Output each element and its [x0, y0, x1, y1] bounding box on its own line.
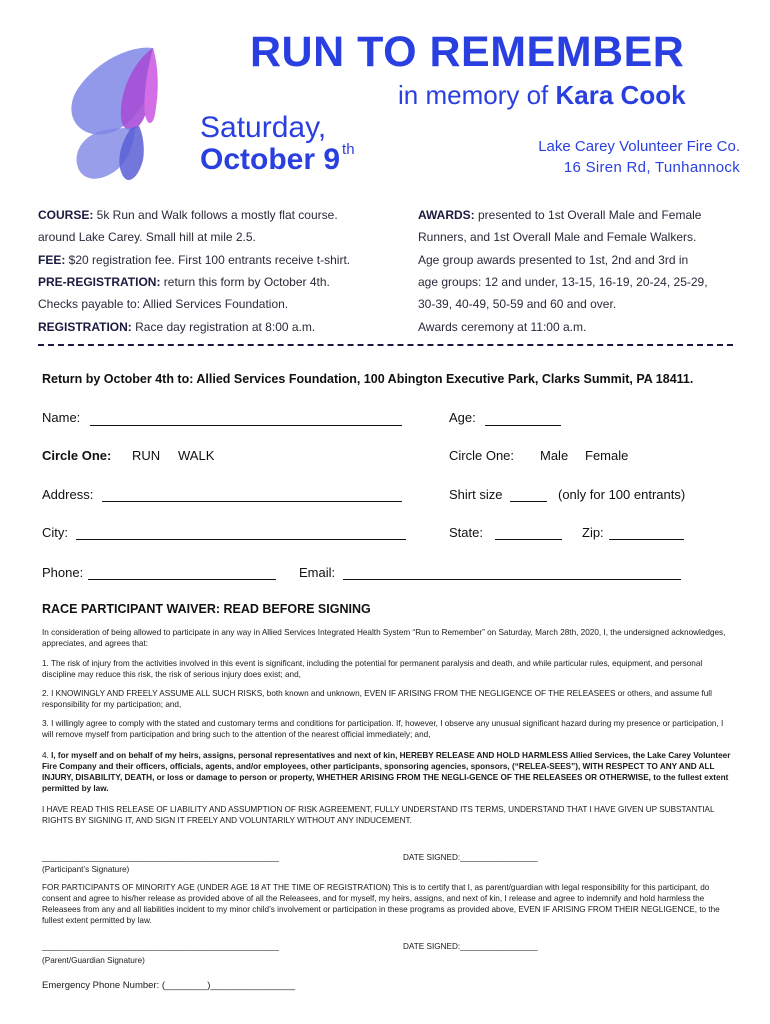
shirt-size-field[interactable]: [510, 501, 547, 502]
memory-prefix: in memory of: [398, 80, 549, 110]
shirt-size-note: (only for 100 entrants): [558, 487, 686, 502]
waiver-clause-2: 2. I KNOWINGLY AND FREELY ASSUME ALL SUCH RISKS, both known and unknown, EVEN IF ARISING FROM THE NEGLIGENCE OF THE RELEASEES or others, and assume full responsibility for my participation; and,: [42, 689, 712, 709]
butterfly-logo: [35, 30, 205, 190]
waiver-title: RACE PARTICIPANT WAIVER: READ BEFORE SIGNING: [42, 602, 371, 616]
phone-label: Phone:: [42, 565, 84, 580]
waiver-clause-1: 1. The risk of injury from the activities involved in this event is significant, including the potential for permanent paralysis and death, and while particular rules, equipment, and personal discipline may reduce this risk, the risk of serious injury does exist; and,: [42, 659, 703, 679]
info-line: [418, 230, 696, 244]
walk-option[interactable]: WALK: [178, 448, 215, 463]
participant-date-signed[interactable]: DATE SIGNED:_________________: [403, 853, 538, 862]
info-text: Race day registration at 8:00 a.m.: [131, 319, 316, 334]
name-label: Name:: [42, 410, 81, 425]
info-label: REGISTRATION:: [38, 319, 132, 334]
phone-field[interactable]: [88, 579, 276, 580]
state-label: State:: [449, 525, 483, 540]
event-date: [200, 112, 353, 175]
gender-circle-label: Circle One:: [449, 448, 515, 463]
memory-name: Kara Cook: [555, 80, 686, 110]
participant-signature-caption: (Participant’s Signature): [42, 865, 130, 874]
info-text: presented to 1st Overall Male and Female: [474, 208, 702, 222]
date-suffix: th: [342, 140, 355, 158]
guardian-signature-caption: (Parent/Guardian Signature): [42, 956, 145, 965]
info-line: [38, 320, 315, 334]
email-field[interactable]: [343, 579, 681, 580]
info-line: [418, 297, 616, 311]
event-title: RUN TO REMEMBER: [250, 28, 685, 76]
guardian-date-signed[interactable]: DATE SIGNED:_________________: [403, 942, 538, 951]
host-block: [538, 136, 740, 178]
guardian-signature-line[interactable]: ____________________________________________________: [42, 942, 279, 951]
host-address: 16 Siren Rd, Tunhannock: [563, 159, 740, 176]
info-line: [418, 320, 586, 334]
waiver-intro: In consideration of being allowed to participate in any way in Allied Services Integrated Health System “Run to Remember” on Saturday, March 28th, 2020, I, the undersigned acknowledges, appreciates, and agrees that:: [42, 628, 726, 648]
info-text: Runners, and 1st Overall Male and Female Walkers.: [418, 230, 697, 245]
info-text: Age group awards presented to 1st, 2nd and 3rd in: [418, 252, 689, 267]
city-label: City:: [42, 525, 68, 540]
address-field[interactable]: [102, 501, 402, 502]
info-line: [418, 208, 701, 222]
return-address: Return by October 4th to: Allied Services Foundation, 100 Abington Executive Park, Clarks Summit, PA 18411.: [42, 372, 694, 386]
age-label: Age:: [449, 410, 476, 425]
female-option[interactable]: Female: [585, 448, 629, 463]
host-name: Lake Carey Volunteer Fire Co.: [538, 138, 740, 155]
info-text: Awards ceremony at 11:00 a.m.: [418, 319, 587, 334]
waiver-clause-3: 3. I willingly agree to comply with the stated and customary terms and conditions for participation. If, however, I observe any unusual significant hazard during my presence or participation, I will remove myself from participation and bring such to the attention of the nearest official immediately; and,: [42, 719, 724, 739]
zip-field[interactable]: [609, 539, 684, 540]
cut-line: [38, 344, 733, 346]
date-day: Saturday,: [200, 111, 327, 144]
info-label: AWARDS:: [418, 208, 475, 222]
email-label: Email:: [299, 565, 336, 580]
zip-label: Zip:: [582, 525, 604, 540]
memorial-line: [398, 80, 686, 111]
male-option[interactable]: Male: [540, 448, 569, 463]
waiver-acknowledgement: I HAVE READ THIS RELEASE OF LIABILITY AND ASSUMPTION OF RISK AGREEMENT, FULLY UNDERSTAND ITS TERMS, UNDERSTAND THAT I HAVE GIVEN UP SUBSTANTIAL RIGHTS BY SIGNING IT, AND SIGN IT FREELY AND VOLUNTARILY WITHOUT ANY INDUCEMENT.: [42, 805, 715, 825]
info-line: [38, 253, 350, 267]
info-line: [38, 230, 256, 244]
state-field[interactable]: [495, 539, 562, 540]
run-option[interactable]: RUN: [132, 448, 161, 463]
info-text: age groups: 12 and under, 13-15, 16-19, 20-24, 25-29,: [418, 274, 708, 289]
info-text: 5k Run and Walk follows a mostly flat course.: [93, 208, 338, 222]
emergency-phone-field[interactable]: Emergency Phone Number: (________)________________: [42, 980, 295, 991]
info-text: $20 registration fee. First 100 entrants receive t-shirt.: [65, 252, 351, 267]
info-label: COURSE:: [38, 208, 94, 222]
info-text: return this form by October 4th.: [160, 274, 330, 289]
name-field[interactable]: [90, 425, 402, 426]
city-field[interactable]: [76, 539, 406, 540]
info-label: FEE:: [38, 252, 66, 267]
info-line: [38, 208, 338, 222]
info-label: PRE-REGISTRATION:: [38, 274, 161, 289]
date-month: October 9 $^{th}$: [200, 140, 355, 176]
info-line: [38, 275, 330, 289]
waiver-clause-4: 4. I, for myself and on behalf of my heirs, assigns, personal representatives and next of kin, HEREBY RELEASE AND HOLD HARMLESS Allied Services, the Lake Carey Volunteer Fire Company and their officers, officials, agents, and/or employees, other participants, sponsoring agencies, sponsors, (“RELEA-SEES”), WITH RESPECT TO ANY AND ALL INJURY, DISABILITY, DEATH, or loss or damage to person or property, WHETHER ARISING FROM THE NEGLI-GENCE OF THE RELEASEES OR OTHERWISE, to the fullest extent permitted by law.: [42, 751, 731, 793]
info-text: 30-39, 40-49, 50-59 and 60 and over.: [418, 297, 617, 312]
info-line: [418, 253, 688, 267]
participant-signature-line[interactable]: ____________________________________________________: [42, 853, 279, 862]
info-text: around Lake Carey. Small hill at mile 2.5.: [38, 230, 256, 245]
age-field[interactable]: [485, 425, 561, 426]
address-label: Address:: [42, 487, 94, 502]
info-line: [38, 297, 288, 311]
shirt-size-label: Shirt size: [449, 487, 503, 502]
info-line: [418, 275, 708, 289]
waiver-clause-4-text: I, for myself and on behalf of my heirs, assigns, personal representatives and next of kin, HEREBY RELEASE AND HOLD HARMLESS Allied Services, the Lake Carey Volunteer Fire Company and their officers, officials, agents, and/or employees, other participants, sponsoring agencies, sponsors, (“RELEA-SEES”), WITH RESPECT TO ANY AND ALL INJURY, DISABILITY, DEATH, or loss or damage to person or property, WHETHER ARISING FROM THE NEGLI-GENCE OF THE RELEASEES OR OTHERWISE, to the fullest extent permitted by law.: [42, 751, 731, 793]
info-text: Checks payable to: Allied Services Foundation.: [38, 297, 289, 312]
circle-one-label: Circle One:: [42, 448, 112, 463]
minor-consent: FOR PARTICIPANTS OF MINORITY AGE (UNDER AGE 18 AT THE TIME OF REGISTRATION) This is to certify that I, as parent/guardian with legal responsibility for this participant, do consent and agree to his/her release as provided above of all the Releasees, and for myself, my heirs, assigns, and next of kin, I release and agree to indemnify and hold harmless the Releasees from any and all liabilities incident to my minor child’s involvement or participation in these programs as provided above, EVEN IF ARISING FROM THEIR NEGLIGENCE, to the fullest extent permitted by law.: [42, 883, 720, 925]
